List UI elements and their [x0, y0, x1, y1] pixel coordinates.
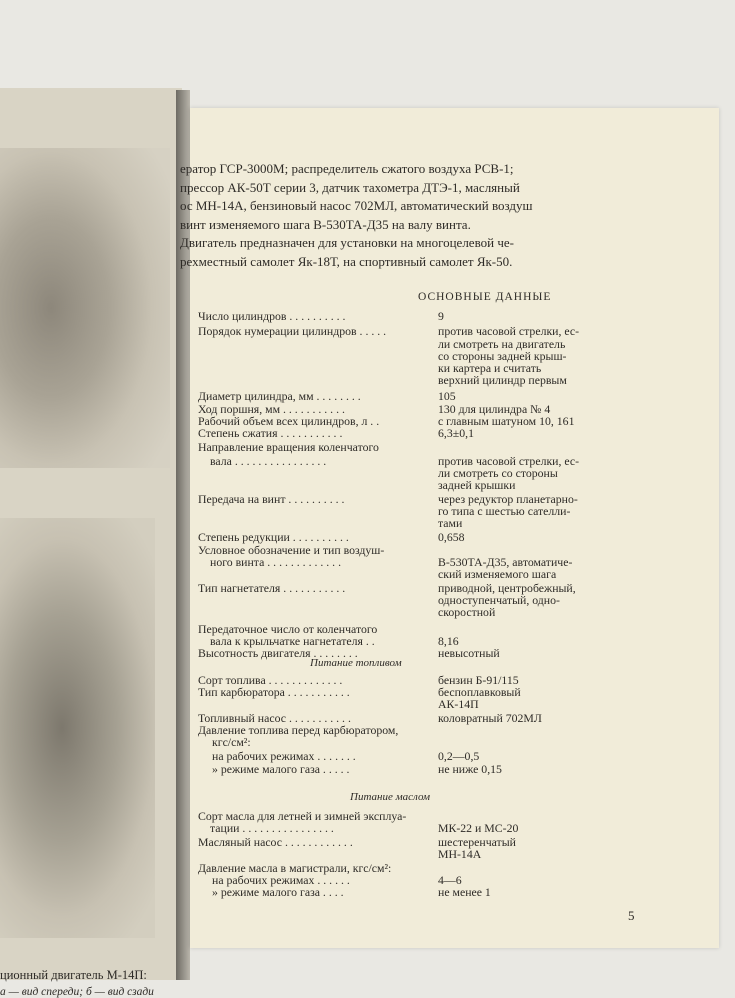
- spec-label: вала . . . . . . . . . . . . . . . .: [210, 454, 327, 468]
- spec-label: Давление топлива перед карбюратором,: [198, 723, 399, 737]
- figure-caption: ционный двигатель М-14П:: [0, 968, 147, 982]
- spec-value: 4—6: [438, 873, 462, 887]
- spec-label: Передаточное число от коленчатого: [198, 622, 378, 636]
- spec-value: коловратный 702МЛ: [438, 711, 542, 725]
- spec-value: против часовой стрелки, ес-: [438, 324, 580, 338]
- intro-line: рехместный самолет Як-18Т, на спортивный самолет Як-50.: [180, 253, 513, 269]
- spec-value: ли смотреть со стороны: [438, 466, 558, 480]
- spec-label: Сорт топлива . . . . . . . . . . . . .: [198, 673, 343, 687]
- spec-label: Ход поршня, мм . . . . . . . . . . .: [198, 402, 345, 416]
- spec-label: кгс/см²:: [212, 735, 251, 749]
- spec-label: Масляный насос . . . . . . . . . . . .: [198, 835, 353, 849]
- spec-value: одноступенчатый, одно-: [438, 593, 560, 607]
- spec-label: тации . . . . . . . . . . . . . . . .: [210, 821, 334, 835]
- spec-label: на рабочих режимах . . . . . .: [212, 873, 350, 887]
- spec-value: задней крышки: [438, 478, 516, 492]
- engine-rear-photo: [0, 518, 155, 938]
- spec-value: скоростной: [438, 605, 496, 619]
- spec-label: Передача на винт . . . . . . . . . .: [198, 492, 345, 506]
- figure-caption-sub: а — вид спереди; б — вид сзади: [0, 986, 154, 998]
- left-page: [0, 88, 182, 998]
- spec-value: ли смотреть на двигатель: [438, 337, 566, 351]
- intro-line: прессор АК-50Т серии 3, датчик тахометра ДТЭ-1, масляный: [180, 179, 520, 195]
- spec-value: 9: [438, 309, 444, 323]
- spec-label: ного винта . . . . . . . . . . . . .: [210, 555, 342, 569]
- spec-label: Рабочий объем всех цилиндров, л . .: [198, 414, 380, 428]
- spec-label: Степень редукции . . . . . . . . . .: [198, 530, 349, 544]
- spec-value: В-530ТА-Д35, автоматиче-: [438, 555, 573, 569]
- oil-subtitle: Питание маслом: [350, 791, 431, 803]
- spec-label: на рабочих режимах . . . . . . .: [212, 749, 356, 763]
- spec-value: 8,16: [438, 634, 459, 648]
- intro-line: ос МН-14А, бензиновый насос 702МЛ, автоматический воздуш: [180, 198, 533, 213]
- spec-value: тами: [438, 516, 463, 530]
- spec-value: бензин Б-91/115: [438, 673, 519, 687]
- engine-front-photo: [0, 148, 170, 468]
- spec-value: ки картера и считать: [438, 361, 542, 375]
- intro-line: Двигатель предназначен для установки на многоцелевой че-: [180, 235, 514, 250]
- intro-line: винт изменяемого шага В-530ТА-Д35 на валу винта.: [180, 216, 471, 232]
- right-page: [180, 108, 719, 948]
- spec-value: против часовой стрелки, ес-: [438, 454, 580, 468]
- spec-value: МК-22 и МС-20: [438, 821, 519, 835]
- spec-label: Диаметр цилиндра, мм . . . . . . . .: [198, 389, 361, 403]
- spec-value: верхний цилиндр первым: [438, 373, 567, 387]
- spec-value: ский изменяемого шага: [438, 567, 557, 581]
- spec-value: го типа с шестью сателли-: [438, 504, 571, 518]
- spec-value: беспоплавковый: [438, 685, 521, 699]
- spec-label: Топливный насос . . . . . . . . . . .: [198, 711, 351, 725]
- fuel-subtitle: Питание топливом: [310, 657, 402, 669]
- spec-value: со стороны задней крыш-: [438, 349, 567, 363]
- spec-label: Тип нагнетателя . . . . . . . . . . .: [198, 581, 346, 595]
- spec-value: шестеренчатый: [438, 835, 516, 849]
- spec-value: невысотный: [438, 646, 500, 660]
- spec-label: Давление масла в магистрали, кгс/см²:: [198, 861, 392, 875]
- spec-value: МН-14А: [438, 847, 482, 861]
- spec-value: АК-14П: [438, 697, 479, 711]
- spec-label: Степень сжатия . . . . . . . . . . .: [198, 426, 343, 440]
- spec-value: через редуктор планетарно-: [438, 492, 578, 506]
- section-title: ОСНОВНЫЕ ДАННЫЕ: [418, 291, 552, 303]
- spec-value: не ниже 0,15: [438, 762, 502, 776]
- spec-value: с главным шатуном 10, 161: [438, 414, 575, 428]
- page-number: 5: [628, 908, 635, 923]
- spec-label: » режиме малого газа . . . . .: [212, 762, 350, 776]
- spec-label: Высотность двигателя . . . . . . . .: [198, 646, 358, 660]
- spec-value: не менее 1: [438, 885, 491, 899]
- intro-paragraph: [180, 160, 700, 271]
- spec-label: » режиме малого газа . . . .: [212, 885, 344, 899]
- spec-value: 0,2—0,5: [438, 749, 480, 763]
- spec-value: приводной, центробежный,: [438, 581, 576, 595]
- spec-label: Тип карбюратора . . . . . . . . . . .: [198, 685, 350, 699]
- spec-value: 130 для цилиндра № 4: [438, 402, 551, 416]
- spec-label: Условное обозначение и тип воздуш-: [198, 543, 385, 557]
- intro-line: ератор ГСР-3000М; распределитель сжатого воздуха РСВ-1;: [180, 161, 514, 176]
- spec-label: Направление вращения коленчатого: [198, 440, 379, 454]
- spec-label: Сорт масла для летней и зимней эксплуа-: [198, 809, 407, 823]
- spec-label: Порядок нумерации цилиндров . . . . .: [198, 324, 387, 338]
- spec-value: 0,658: [438, 530, 465, 544]
- spec-value: 6,3±0,1: [438, 426, 474, 440]
- spec-value: 105: [438, 389, 456, 403]
- spec-label: вала к крыльчатке нагнетателя . .: [210, 634, 375, 648]
- spec-label: Число цилиндров . . . . . . . . . .: [198, 309, 346, 323]
